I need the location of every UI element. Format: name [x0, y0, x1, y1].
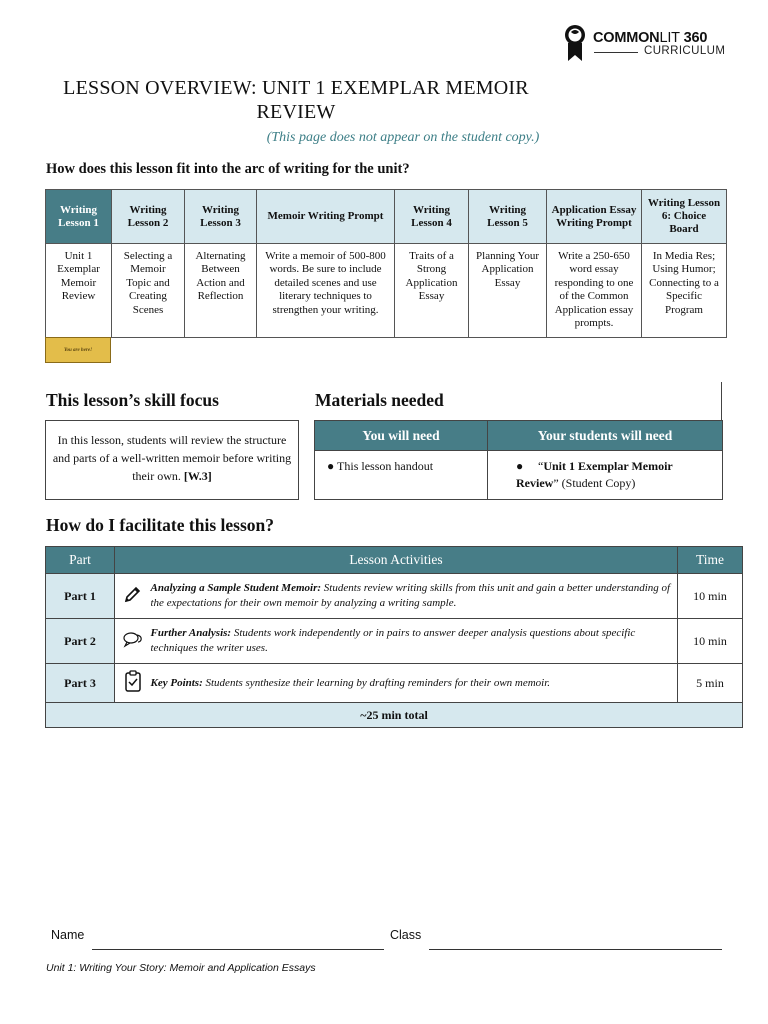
page-footer: Unit 1: Writing Your Story: Memoir and Application Essays	[46, 962, 316, 974]
name-label: Name	[51, 928, 85, 942]
bullet: ●	[516, 459, 524, 473]
total-time: ~25 min total	[46, 703, 743, 728]
page-subtitle: (This page does not appear on the student copy.)	[266, 130, 540, 145]
arc-header-cell: Writing Lesson 4	[395, 190, 469, 244]
col-time: Time	[678, 547, 743, 574]
materials-heading: Materials needed	[315, 390, 444, 410]
materials-header-row	[315, 421, 723, 451]
arc-cell: Write a 250-650 word essay responding to one of the Common Application essay prompts.	[547, 244, 642, 338]
activity-time: 10 min	[678, 619, 743, 664]
facilitation-table	[45, 546, 743, 728]
col-activities: Lesson Activities	[115, 547, 678, 574]
class-label: Class	[390, 928, 422, 942]
facilitate-heading: How do I facilitate this lesson?	[46, 515, 274, 535]
page-title: LESSON OVERVIEW: UNIT 1 EXEMPLAR MEMOIR REVIEW	[63, 77, 529, 123]
open-quote: “	[538, 459, 544, 473]
you-are-here-marker	[45, 337, 111, 363]
activity-description	[151, 619, 678, 664]
arc-header-cell: Writing Lesson 6: Choice Board	[642, 190, 727, 244]
skill-standard: [W.3]	[183, 469, 212, 483]
bullet: ●	[327, 459, 335, 473]
part-label: Part 3	[46, 664, 115, 703]
arc-heading: How does this lesson fit into the arc of writing for the unit?	[46, 161, 410, 177]
skill-focus-text: In this lesson, students will review the structure and parts of a well-written memoir before writing their own.	[52, 433, 292, 483]
arc-cell: Planning Your Application Essay	[469, 244, 547, 338]
arc-cell: In Media Res; Using Humor; Connecting to a Specific Program	[642, 244, 727, 338]
activity-time: 10 min	[678, 574, 743, 619]
logo-wordmark: COMMONLIT 360	[593, 30, 708, 46]
arc-content-row	[46, 244, 727, 338]
facilitation-header-row	[46, 547, 743, 574]
arc-header-row	[46, 190, 727, 244]
skill-focus-box	[45, 420, 299, 500]
teacher-material-text: This lesson handout	[337, 459, 434, 473]
name-field-line[interactable]	[92, 949, 384, 950]
writing-arc-table	[45, 189, 727, 338]
skill-focus-heading: This lesson’s skill focus	[46, 390, 219, 410]
facilitation-row	[46, 664, 743, 703]
part-label: Part 2	[46, 619, 115, 664]
arc-cell: Traits of a Strong Application Essay	[395, 244, 469, 338]
arc-header-cell: Writing Lesson 5	[469, 190, 547, 244]
activity-text: Students synthesize their learning by drafting reminders for their own memoir.	[202, 676, 551, 689]
logo-subtitle: CURRICULUM	[644, 45, 726, 57]
pencil-icon	[115, 574, 151, 619]
activity-text: Students review writing skills from this unit and gain a better understanding of the expectations for their own memoir by analyzing a writing sample.	[150, 582, 671, 609]
materials-col-teacher: You will need	[315, 421, 488, 451]
student-material	[488, 451, 723, 500]
materials-divider	[721, 382, 722, 420]
activity-description	[151, 664, 678, 703]
chat-bubbles-icon	[115, 619, 151, 664]
arc-header-cell: Writing Lesson 3	[185, 190, 257, 244]
activity-description	[151, 574, 678, 619]
you-are-here-label: You are here!	[63, 347, 93, 353]
arc-header-cell: Memoir Writing Prompt	[257, 190, 395, 244]
activity-title: Further Analysis:	[150, 627, 232, 639]
arc-cell: Selecting a Memoir Topic and Creating Scenes	[112, 244, 185, 338]
facilitation-row	[46, 619, 743, 664]
arc-cell: Write a memoir of 500-800 words. Be sure to include detailed scenes and use literary techniques to strengthen your writing.	[257, 244, 395, 338]
part-label: Part 1	[46, 574, 115, 619]
materials-table	[314, 420, 723, 500]
activity-text: Students work independently or in pairs to answer deeper analysis questions about specific techniques the writer uses.	[150, 627, 636, 654]
activity-title: Analyzing a Sample Student Memoir:	[150, 582, 322, 594]
commonlit-360-logo	[562, 24, 732, 64]
materials-col-students: Your students will need	[488, 421, 723, 451]
arc-cell: Unit 1 Exemplar Memoir Review	[46, 244, 112, 338]
arc-header-cell: Application Essay Writing Prompt	[547, 190, 642, 244]
student-material-note: ” (Student Copy)	[553, 475, 636, 490]
teacher-material	[315, 451, 488, 500]
materials-row	[315, 451, 723, 500]
logo-rule	[594, 52, 638, 53]
activity-time: 5 min	[678, 664, 743, 703]
total-row	[46, 703, 743, 728]
arc-header-cell: Writing Lesson 2	[112, 190, 185, 244]
class-field-line[interactable]	[429, 949, 722, 950]
activity-title: Key Points:	[150, 676, 203, 689]
clipboard-icon	[115, 664, 151, 703]
facilitation-row	[46, 574, 743, 619]
arc-cell: Alternating Between Action and Reflection	[185, 244, 257, 338]
student-material-title: Unit 1 Exemplar Memoir Review	[516, 459, 673, 490]
arc-header-cell: Writing Lesson 1	[46, 190, 112, 244]
col-part: Part	[46, 547, 115, 574]
logo-mark-icon	[562, 24, 588, 62]
